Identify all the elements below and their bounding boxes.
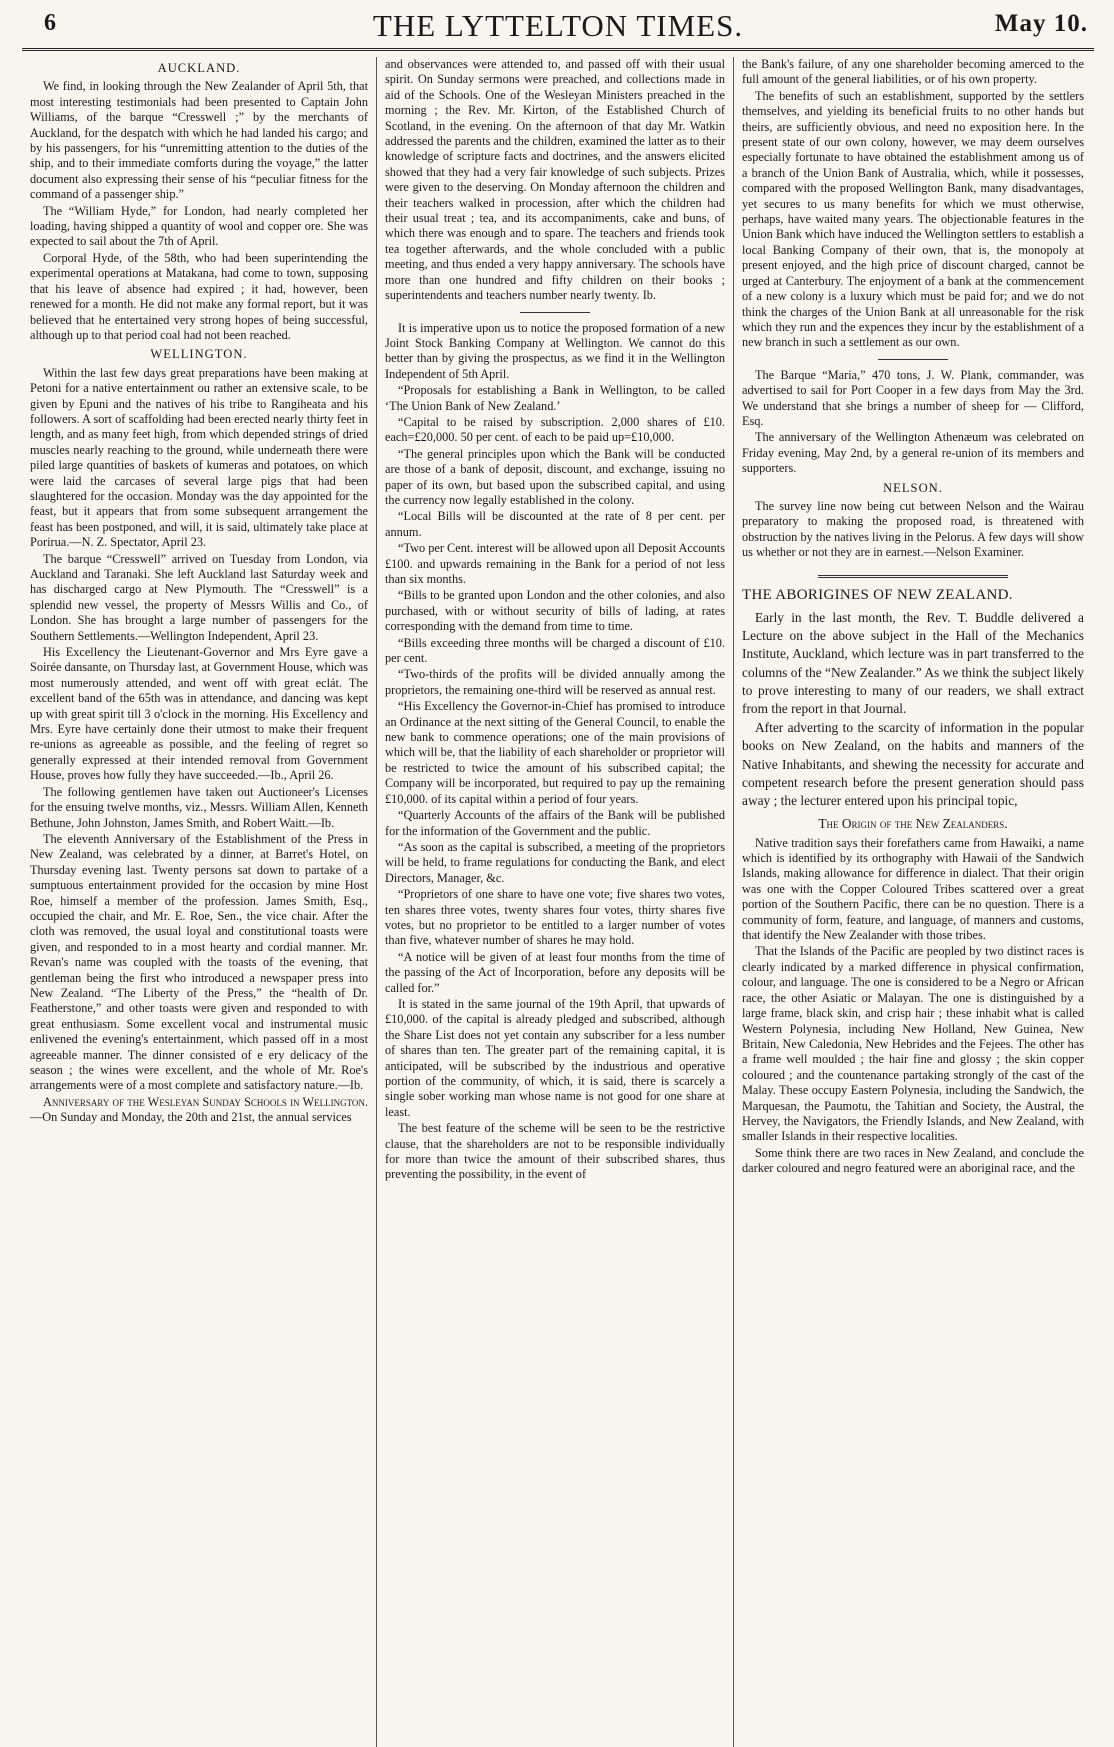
paragraph: Early in the last month, the Rev. T. Buddle delivered a Lecture on the above subject in the Hall of the Mechanics Institute, Auckland, which lecture was in part transferred to the columns of the “New Zealander.” As we think the subject likely to prove interesting to many of our readers, we shall extract from the report in that Journal.	[742, 610, 1084, 717]
origin-subheading: The Origin of the New Zealanders.	[818, 816, 1008, 832]
nelson-heading: NELSON.	[883, 480, 943, 495]
aborigines-intro	[742, 609, 1084, 810]
paragraph: The survey line now being cut between Nelson and the Wairau preparatory to making the proposed road, is threatened with obstruction by the natives living in the Pelorus. A few days will show us whether or not they are in earnest.—Nelson Examiner.	[742, 498, 1084, 560]
paragraph: It is imperative upon us to notice the proposed formation of a new Joint Stock Banking Company at Wellington. We cannot do this better than by giving the prospectus, as we find it in the Wellington Independent of 5th April.	[385, 320, 725, 381]
paragraph: “A notice will be given of at least four months from the time of the passing of the Act of Incorporation, before any deposits will be called for.”	[385, 949, 725, 995]
column-3	[734, 57, 1092, 1747]
paragraph: “Proposals for establishing a Bank in Wellington, to be called ‘The Union Bank of New Zealand.’	[385, 383, 725, 413]
paragraph: Native tradition says their forefathers came from Hawaiki, a name which is identified by its orthography with Hawaii of the Sandwich Islands, making allowance for difference in dialect. That their origin was one with the Copper Coloured Tribes scattered over a great portion of the Southern Pacific, there can be no question. There is a community of form, feature, and language, of manners and customs, that identify the New Zealander with those tribes.	[742, 835, 1084, 943]
paragraph: “Capital to be raised by subscription. 2,000 shares of £10. each=£20,000. 50 per cent. of each to be paid up=£10,000.	[385, 414, 725, 445]
paragraph: Corporal Hyde, of the 58th, who had been superintending the experimental operations at Matakana, had come to town, supposing that his leave of absence had expired ; it had, however, been renewed for a month. He did not make any formal report, but it was believed that he entertained very strong hopes of being successful, although up to that period coal had not been reached.	[30, 250, 368, 342]
columns	[22, 57, 1094, 1747]
column-1	[22, 57, 377, 1747]
paragraph: “Bills exceeding three months will be charged a discount of £10. per cent.	[385, 635, 725, 666]
paragraph: It is stated in the same journal of the 19th April, that upwards of £10,000. of the capital is already pledged and subscribed, although the Share List does not yet contain any subscriber for a less number of shares than ten. The greater part of the remaining capital, it is anticipated, will be subscribed by the industrious and operative portion of the community, of which, it is said, there is scarcely a single sober working man whose name is not good for one share at least.	[385, 996, 725, 1119]
aborigines-heading: THE ABORIGINES OF NEW ZEALAND.	[742, 586, 1013, 603]
divider	[878, 359, 948, 360]
paragraph: the Bank's failure, of any one shareholder becoming amerced to the full amount of the general liabilities, or of his own property.	[742, 57, 1084, 87]
newspaper-title: THE LYTTELTON TIMES.	[372, 8, 744, 43]
paragraph: The eleventh Anniversary of the Establishment of the Press in New Zealand, was celebrated by a dinner, at Barret's Hotel, on Thursday evening last. Twenty persons sat down to partake of a sumptuous entertainment provided for the occasion by mine Host Roe, himself a member of the profession. James Smith, Esq., occupied the chair, and Mr. E. Roe, Sen., the vice chair. After the cloth was removed, the usual loyal and constitutional toasts were given, and responded to in a most hearty and cordial manner. Mr. Revan's name was coupled with the toasts of the evening, that gentleman being the first who introduced a newspaper press into New Zealand. “The Liberty of the Press,” the “health of Dr. Featherstone,” and other toasts were given and responded to with great enthusiasm. Some excellent vocal and instrumental music enlivened the evening's entertainment, which passed off in a most agreeable manner. The dinner consisted of e ery delicacy of the season ; the wines were excellent, and the whole of Mr. Roe's arrangements were of a most complete and satisfactory nature.—Ib.	[30, 831, 368, 1093]
wellington-heading: WELLINGTON.	[150, 347, 248, 362]
paragraph: “Two per Cent. interest will be allowed upon all Deposit Accounts £100. and upwards remaining in the Bank for a period of not less than six months.	[385, 541, 725, 586]
paragraph: “Proprietors of one share to have one vote; five shares two votes, ten shares three votes, twenty shares four votes, thirty shares five votes, but no proprietor to be entitled to a larger number of votes than five, whatever number of shares he may hold.	[385, 887, 725, 948]
paragraph: The anniversary of the Wellington Athenæum was celebrated on Friday evening, May 2nd, by a general re-union of its members and supporters.	[742, 430, 1084, 476]
paragraph: The Barque “Maria,” 470 tons, J. W. Plank, commander, was advertised to sail for Port Cooper in a few days from May the 3rd. We understand that she brings a number of sheep for — Clifford, Esq.	[742, 367, 1084, 428]
paragraph: “Bills to be granted upon London and the other colonies, and also purchased, with or without security of bills of lading, at rates corresponding with the demand from time to time.	[385, 588, 725, 634]
masthead	[22, 8, 1094, 51]
issue-date: May 10.	[994, 10, 1088, 37]
paragraph: The barque “Cresswell” arrived on Tuesday from London, via Auckland and Taranaki. She left Auckland last Saturday week and has discharged cargo at New Plymouth. The “Cresswell” is a splendid new vessel, the property of Messrs Willis and Co., of London. She has brought a large number of passengers for the Southern Settlements.—Wellington Independent, April 23.	[30, 551, 368, 643]
paragraph	[30, 1095, 368, 1126]
paragraph: “Quarterly Accounts of the affairs of the Bank will be published for the information of the Government and the public.	[385, 808, 725, 838]
paragraph: “His Excellency the Governor-in-Chief has promised to introduce an Ordinance at the next sitting of the General Council, to enable the new bank to commence operations; one of the main provisions of which will be, that the liability of each shareholder or proprietor will be restricted to twice the amount of his subscribed capital; the Company will be incorporated, but required to pay up the remaining £10,000. of its capital within a period of four years.	[385, 699, 725, 806]
paragraph: “Two-thirds of the profits will be divided annually among the proprietors, the remaining one-third will be reserved as annual rest.	[385, 667, 725, 697]
paragraph: Some think there are two races in New Zealand, and conclude the darker coloured and negro featured were an aboriginal race, and the	[742, 1145, 1084, 1176]
paragraph: “Local Bills will be discounted at the rate of 8 per cent. per annum.	[385, 509, 725, 539]
wesleyan-text: —On Sunday and Monday, the 20th and 21st, the annual services	[30, 1110, 352, 1125]
section-divider	[818, 575, 1008, 578]
paragraph: “The general principles upon which the Bank will be conducted are those of a bank of deposit, discount, and exchange, issuing no paper of its own, but based upon the subscribed capital, and using the currency now legally established in the colony.	[385, 446, 725, 507]
paragraph: and observances were attended to, and passed off with their usual spirit. On Sunday sermons were preached, and collections made in aid of the Schools. One of the Wesleyan Ministers preached in the morning ; the Rev. Mr. Kirton, of the Established Church of Scotland, in the evening. On the afternoon of that day Mr. Watkin addressed the parents and the children, examined the latter as to their knowledge of scripture facts and doctrines, and the answers elicited showed that they had a very fair knowledge of such subjects. Prizes were given to the deserving. On Monday afternoon the children and their teachers walked in procession, after which the children had their usual treat ; tea, and its accompaniments, cake and buns, of which there was enough and to spare. The teachers and friends took tea together afterwards, and the whole concluded with a public meeting, and thus ended a very happy anniversary. The schools have more than one hundred and fifty children on their books ; superintendents and teachers number nearly twenty. Ib.	[385, 57, 725, 303]
paragraph: “As soon as the capital is subscribed, a meeting of the proprietors will be held, to frame regulations for conducting the Bank, and elect Directors, Manager, &c.	[385, 839, 725, 885]
paragraph: The benefits of such an establishment, supported by the settlers themselves, and yielding its beneficial fruits to no other hands but theirs, are sufficiently obvious, and need no exposition here. In the present state of our own colony, however, we may deem ourselves especially fortunate to have obtained the establishment among us of a branch of the Union Bank of Australia, which, while it possesses, compared with the proposed Wellington Bank, many disadvantages, yet secures to us many benefits for which we must otherwise, perhaps, have waited many years. The objectionable features in the Union Bank which have induced the Wellington settlers to establish a local Banking Company of their own, that is, the monopoly at present enjoyed, and the high price of discount charged, cannot be urged at Canterbury. The enjoyment of a bank at the commencement of a new colony is a luxury which must be paid for; and we do not think the charges of the Union Bank at all unreasonable for the risk which they run and the expences they incur by the establishment of a new branch in such a settlement as our own.	[742, 88, 1084, 350]
column-2	[377, 57, 734, 1747]
paragraph: After adverting to the scarcity of information in the popular books on New Zealand, on the habits and manners of the Native Inhabitants, and shewing the necessity for accurate and competent research before the present generation should pass away ; the lecturer entered upon his principal topic,	[742, 720, 1084, 809]
page-number: 6	[44, 10, 56, 36]
divider	[520, 312, 590, 313]
paragraph: The best feature of the scheme will be seen to be the restrictive clause, that the shareholders are not to be responsible individually for more than twice the amount of their subscribed shares, thus preventing the possibility, in the event of	[385, 1121, 725, 1182]
paragraph: That the Islands of the Pacific are peopled by two distinct races is clearly indicated by a marked difference in physical confirmation, colour, and language. The one is considered to be a Negro or African race, the other Asiatic or Malayan. The one is distinguished by a large frame, black skin, and crisp hair ; these inhabit what is called Western Polynesia, including New Holland, New Guinea, New Britain, New Caledonia, New Hebrides and the Fejees. The other has a frame well moulded ; the hair fine and glossy ; the skin copper coloured ; and the countenance partaking strongly of the cast of the Malay. These occupy Eastern Polynesia, including the Sandwich, the Marquesan, the Paumotu, the Tahitian and Society, the Austral, the Hervey, the Navigators, the Friendly Islands, and New Zealand, with smaller Islands in their respective localities.	[742, 944, 1084, 1144]
paragraph: The following gentlemen have taken out Auctioneer's Licenses for the ensuing twelve months, viz., Messrs. William Allen, Kenneth Bethune, John Johnston, James Smith, and Robert Waitt.—Ib.	[30, 784, 368, 830]
paragraph: Within the last few days great preparations have been making at Petoni for a native entertainment ou rather an extensive scale, to be given by Epuni and the natives of his tribe to Rangiheata and his followers. A sort of scaffolding had been erected nearly thirty feet in length, and as many feet high, from which depended strings of dried muscles nearly reaching to the ground, while underneath there were piled large quantities of baskets of kumeras and potatoes, on which were laid the carcases of several large pigs that had been slaughtered for the occasion. Monday was the day appointed for the feast, but it appears that from some subsequent arrangement the feast has been postponed, and will, it is said, ultimately take place at Porirua.—N. Z. Spectator, April 23.	[30, 365, 368, 550]
paragraph: His Excellency the Lieutenant-Governor and Mrs Eyre gave a Soirée dansante, on Thursday last, at Government House, which was most numerously attended, and went off with great eclát. The excellent band of the 65th was in attendance, and dancing was kept up with great spirit till 3 o'clock in the morning. His Excellency and Mrs. Eyre have certainly done their utmost to make their frequent re-unions as agreeable as possible, and the feeling of regret so generally expressed at their intended removal from Government House, proves how fully they have succeeded.—Ib., April 26.	[30, 645, 368, 783]
paragraph: The “William Hyde,” for London, had nearly completed her loading, having shipped a quantity of wool and copper ore. She was expected to sail about the 7th of April.	[30, 203, 368, 249]
wesleyan-lead: Anniversary of the Wesleyan Sunday Schools in Wellington.	[43, 1094, 368, 1109]
auckland-heading: AUCKLAND.	[157, 61, 241, 75]
paragraph: We find, in looking through the New Zealander of April 5th, that most interesting testimonials had been presented to Captain John Williams, of the barque “Cresswell ;” by the merchants of Auckland, for the despatch with which he had landed his cargo; and by his passengers, for his “unremitting attention to the duties of the ship, and to their immediate comforts during the voyage,” the latter document also expressing their sense of his “peculiar fitness for the command of a passenger ship.”	[30, 79, 368, 202]
